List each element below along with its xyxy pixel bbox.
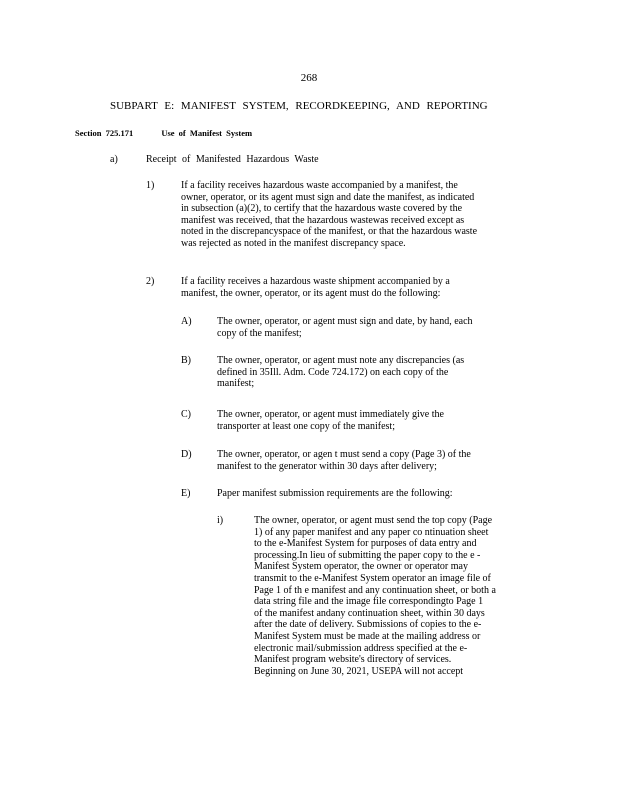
sub-i-label: i) <box>217 515 224 526</box>
text-line: transporter at least one copy of the manifest; <box>217 420 395 432</box>
text-line: owner, operator, or its agent must sign and date the manifest, as indicated <box>181 191 475 203</box>
text-line: The owner, operator, or agent must sign and date, by hand, each <box>217 316 473 327</box>
text-line: If a facility receives a hazardous waste shipment accompanied by a <box>181 276 450 287</box>
sub-c-label: C) <box>181 409 191 420</box>
text-line: Manifest program website's directory of services. <box>254 654 452 666</box>
sub-a-label: A) <box>181 316 192 327</box>
sub-b-label: B) <box>181 355 191 366</box>
subsection-a-label: a) <box>110 154 118 165</box>
sub-c-text <box>217 409 444 432</box>
text-line: The owner, operator, or agen t must send a copy (Page 3) of the <box>217 449 471 460</box>
section-title: Use of Manifest System <box>161 128 253 138</box>
text-line: data string file and the image file correspondingto Page 1 <box>254 596 484 608</box>
text-line: to the e-Manifest System for purposes of data entry and <box>254 538 477 550</box>
section-number: Section 725.171 <box>75 128 134 138</box>
item-2-label: 2) <box>146 276 155 287</box>
item-2-text <box>181 276 450 299</box>
item-1-label: 1) <box>146 180 155 191</box>
sub-i-text <box>254 515 496 677</box>
text-line: of the manifest andany continuation sheet, within 30 days <box>254 607 485 619</box>
text-line: If a facility receives hazardous waste accompanied by a manifest, the <box>181 180 458 191</box>
sub-d-text <box>217 449 471 472</box>
subsection-a-title: Receipt of Manifested Hazardous Waste <box>146 154 319 165</box>
text-line: electronic mail/submission address specified at the e- <box>254 642 468 654</box>
text-line: Beginning on June 30, 2021, USEPA will not accept <box>254 665 464 677</box>
sub-b-text <box>217 355 464 390</box>
text-line: copy of the manifest; <box>217 327 302 339</box>
section-heading <box>75 128 252 138</box>
text-line: was rejected as noted in the manifest discrepancy space. <box>181 237 406 249</box>
item-1-text <box>181 180 477 250</box>
subpart-heading: SUBPART E: MANIFEST SYSTEM, RECORDKEEPING, AND REPORTING <box>110 100 488 112</box>
text-line: noted in the discrepancyspace of the manifest, or that the hazardous waste <box>181 226 478 238</box>
text-line: Page 1 of th e manifest and any continuation sheet, or both a <box>254 584 496 596</box>
text-line: manifest to the generator within 30 days after delivery; <box>217 460 437 472</box>
text-line: The owner, operator, or agent must note any discrepancies (as <box>217 355 465 366</box>
text-line: manifest; <box>217 378 255 390</box>
text-line: The owner, operator, or agent must send the top copy (Page <box>254 515 493 526</box>
sub-a-text <box>217 316 473 339</box>
text-line: The owner, operator, or agent must immediately give the <box>217 409 444 420</box>
text-line: Manifest System operator, the owner or operator may <box>254 561 468 573</box>
sub-d-label: D) <box>181 449 192 460</box>
text-line: manifest, the owner, operator, or its agent must do the following: <box>181 287 441 299</box>
text-line: 1) of any paper manifest and any paper co ntinuation sheet <box>254 526 489 538</box>
text-line: in subsection (a)(2), to certify that the hazardous waste covered by the <box>181 203 463 215</box>
sub-e-text: Paper manifest submission requirements are the following: <box>217 488 453 499</box>
text-line: after the date of delivery. Submissions of copies to the e- <box>254 619 482 631</box>
text-line: manifest was received, that the hazardous wastewas received except as <box>181 214 465 226</box>
sub-e-label: E) <box>181 488 191 499</box>
text-line: processing.In lieu of submitting the paper copy to the e - <box>254 549 481 561</box>
text-line: Manifest System must be made at the mailing address or <box>254 630 481 642</box>
page-number: 268 <box>300 72 318 84</box>
text-line: transmit to the e-Manifest System operator an image file of <box>254 572 491 584</box>
text-line: defined in 35Ill. Adm. Code 724.172) on each copy of the <box>217 366 449 378</box>
